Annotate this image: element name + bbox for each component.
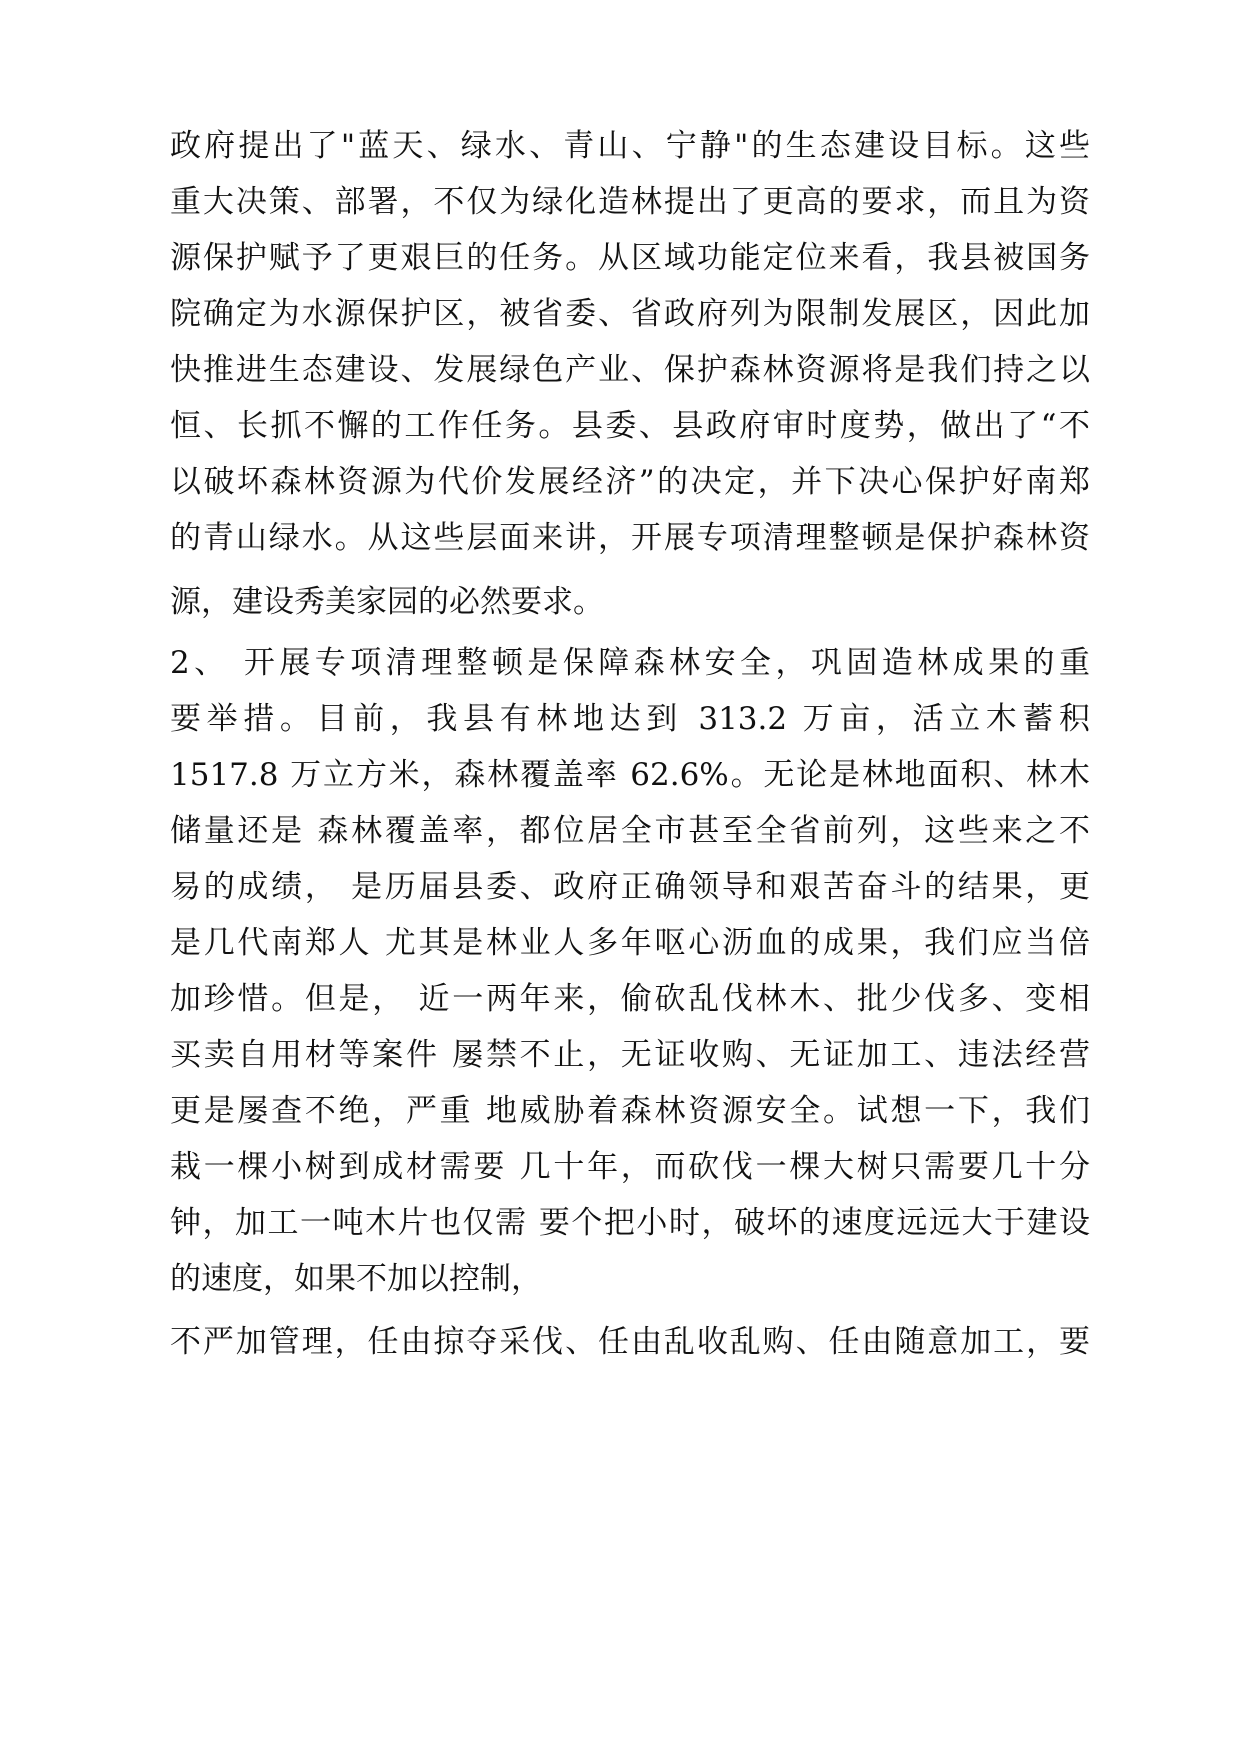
text-line: 1517.8 万立方米，森林覆盖率 62.6%。无论是林地面积、林木 xyxy=(170,757,1090,793)
text-line: 以破坏森林资源为代价发展经济”的决定，并下决心保护好南郑 xyxy=(170,464,1090,500)
text-line: 钟，加工一吨木片也仅需 要个把小时，破坏的速度远远大于建设 xyxy=(170,1205,1090,1241)
text-line: 的青山绿水。从这些层面来讲，开展专项清理整顿是保护森林资 xyxy=(170,520,1090,556)
text-line: 要举措。目前，我县有林地达到 313.2 万亩，活立木蓄积 xyxy=(170,701,1090,737)
text-line: 快推进生态建设、发展绿色产业、保护森林资源将是我们持之以 xyxy=(170,352,1090,388)
text-line: 重大决策、部署，不仅为绿化造林提出了更高的要求，而且为资 xyxy=(170,184,1090,220)
text-line: 更是屡查不绝，严重 地威胁着森林资源安全。试想一下，我们 xyxy=(170,1093,1090,1129)
text-line: 买卖自用材等案件 屡禁不止，无证收购、无证加工、违法经营 xyxy=(170,1037,1090,1073)
text-line: 储量还是 森林覆盖率，都位居全市甚至全省前列，这些来之不 xyxy=(170,813,1090,849)
text-line: 是几代南郑人 尤其是林业人多年呕心沥血的成果，我们应当倍 xyxy=(170,925,1090,961)
text-line: 的速度，如果不加以控制， xyxy=(170,1261,542,1297)
text-line: 栽一棵小树到成材需要 几十年，而砍伐一棵大树只需要几十分 xyxy=(170,1149,1090,1185)
text-line: 易的成绩， 是历届县委、政府正确领导和艰苦奋斗的结果，更 xyxy=(170,869,1090,905)
text-line: 源，建设秀美家园的必然要求。 xyxy=(170,584,604,620)
text-line: 加珍惜。但是， 近一两年来，偷砍乱伐林木、批少伐多、变相 xyxy=(170,981,1090,1017)
text-line: 源保护赋予了更艰巨的任务。从区域功能定位来看，我县被国务 xyxy=(170,240,1090,276)
text-line: 2、 开展专项清理整顿是保障森林安全，巩固造林成果的重 xyxy=(170,645,1090,681)
text-line: 恒、长抓不懈的工作任务。县委、县政府审时度势，做出了“不 xyxy=(170,408,1090,444)
text-line: 政府提出了"蓝天、绿水、青山、宁静"的生态建设目标。这些 xyxy=(170,128,1090,164)
text-line: 不严加管理，任由掠夺采伐、任由乱收乱购、任由随意加工，要 xyxy=(170,1324,1090,1360)
text-line: 院确定为水源保护区，被省委、省政府列为限制发展区，因此加 xyxy=(170,296,1090,332)
